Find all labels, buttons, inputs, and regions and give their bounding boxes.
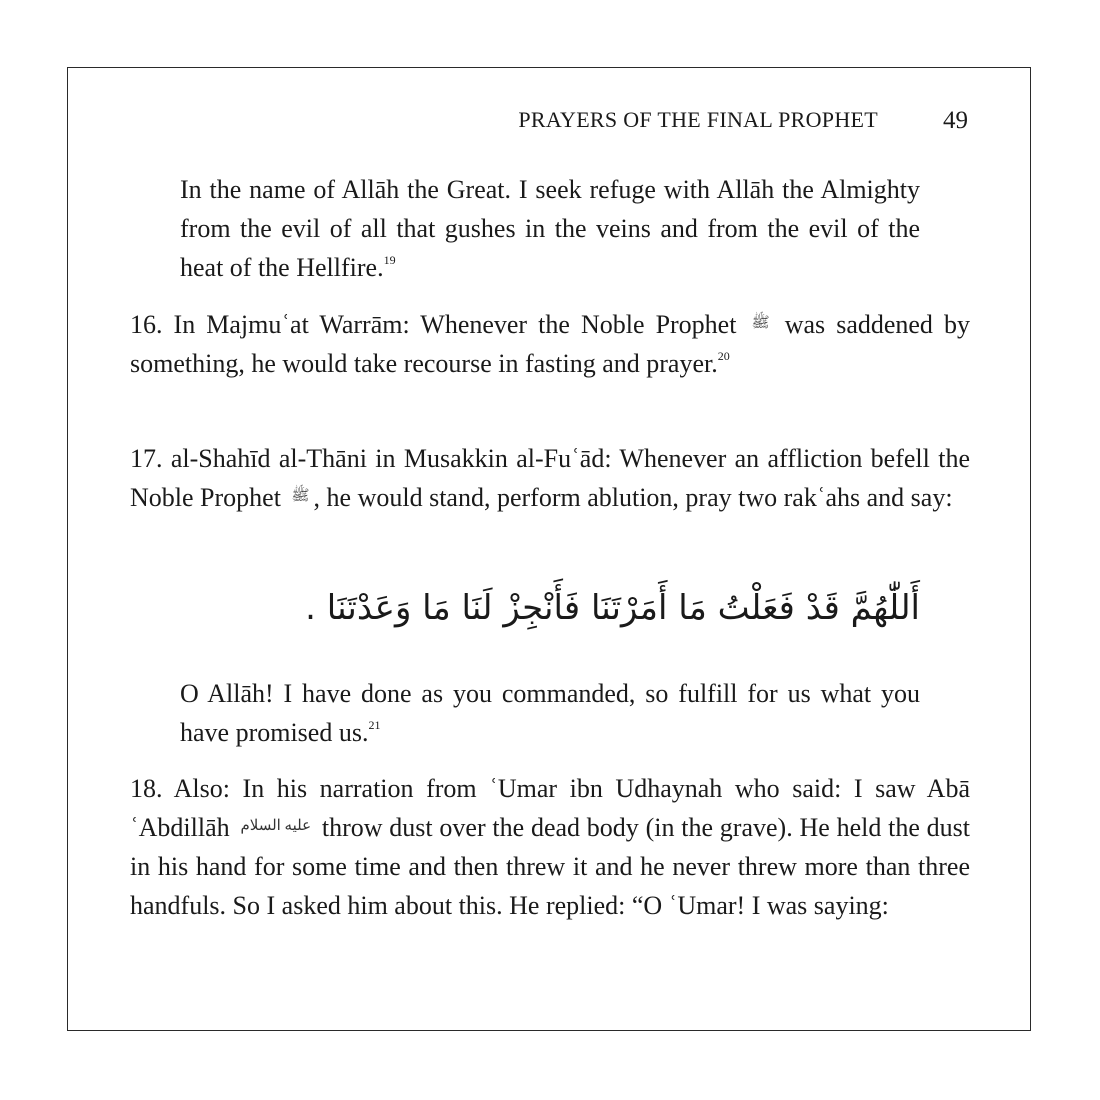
footnote-marker: 19	[383, 253, 396, 268]
supplication-translation-paragraph	[180, 674, 920, 752]
paragraph-text: O Allāh! I have done as you commanded, so fulfill for us what you have promised us.	[180, 679, 920, 747]
footnote-marker: 21	[368, 718, 381, 733]
paragraph-text: In the name of Allāh the Great. I seek refuge with Allāh the Almighty from the evil of all that gushes in the veins and from the evil of the heat of the Hellfire.	[180, 175, 920, 282]
page-number: 49	[943, 107, 968, 134]
prayer-translation-paragraph	[180, 170, 920, 287]
footnote-marker: 20	[717, 349, 730, 364]
salawat-honorific-icon: ﷺ	[751, 315, 770, 331]
paragraph-text: , he would stand, perform ablution, pray two rakʿahs and say:	[313, 483, 953, 512]
paragraph-text: was saddened by something, he would take recourse in fasting and prayer.	[130, 310, 970, 378]
paragraph-text: throw dust over the dead body (in the grave). He held the dust in his hand for some time and then threw it and he never threw more than three handfuls. So I asked him about this. He replied: “O ʿUmar! I was saying:	[130, 813, 971, 920]
running-title: PRAYERS OF THE FINAL PROPHET	[518, 107, 878, 132]
arabic-supplication: أَللّٰهُمَّ قَدْ فَعَلْتُ مَا أَمَرْتَنَا فَأَنْجِزْ لَنَا مَا وَعَدْتَنَا .	[305, 588, 920, 628]
paragraph-text: 18. Also: In his narration from ʿUmar ibn Udhaynah who said: I saw Abā ʿAbdillāh	[130, 774, 970, 842]
narration-16-paragraph	[130, 305, 970, 383]
alayhi-salam-honorific-icon: عليه السلام	[240, 818, 312, 834]
paragraph-text: 16. In Majmuʿat Warrām: Whenever the Noble Prophet	[130, 310, 737, 339]
paragraph-text: 17. al-Shahīd al-Thāni in Musakkin al-Fuʿād: Whenever an affliction befell the Noble Prophet	[130, 444, 970, 512]
salawat-honorific-icon: ﷺ	[291, 488, 310, 504]
narration-17-paragraph	[130, 439, 970, 517]
running-header	[130, 107, 970, 139]
narration-18-paragraph	[130, 769, 970, 925]
